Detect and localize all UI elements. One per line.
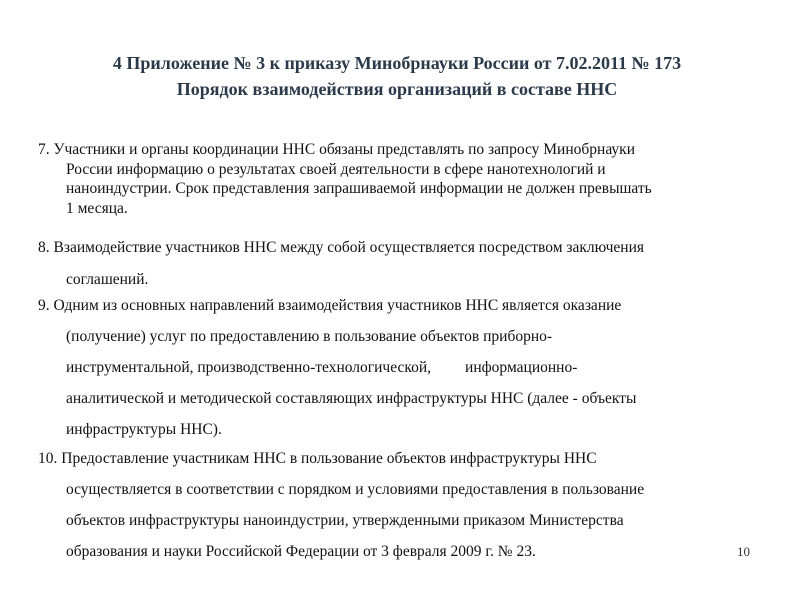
paragraph-10: [38, 443, 758, 567]
paragraph-line: соглашений.: [66, 271, 149, 288]
title-line-2: Порядок взаимодействия организаций в составе ННС: [176, 79, 618, 99]
paragraph-9: [38, 290, 758, 445]
paragraph-line: объектов инфраструктуры наноиндустрии, утвержденными приказом Министерства: [66, 512, 624, 529]
title-line-1: 4 Приложение № 3 к приказу Минобрнауки России от 7.02.2011 № 173: [112, 53, 682, 73]
paragraph-line: 9. Одним из основных направлений взаимодействия участников ННС является оказание: [38, 297, 622, 314]
line-segment: информационно-: [465, 359, 578, 376]
paragraph-line: образования и науки Российской Федерации от 3 февраля 2009 г. № 23.: [66, 543, 536, 560]
paragraph-line: России информацию о результатах своей деятельности в сфере нанотехнологий и: [66, 160, 606, 178]
paragraph-line: 8. Взаимодействие участников ННС между собой осуществляется посредством заключения: [38, 239, 645, 256]
paragraph-7: [38, 140, 758, 218]
paragraph-line: [38, 352, 758, 383]
paragraph-line: (получение) услуг по предоставлению в пользование объектов приборно-: [66, 328, 553, 345]
page-number: 10: [737, 544, 750, 559]
paragraph-line: наноиндустрии. Срок представления запрашиваемой информации не должен превышать: [66, 180, 652, 197]
paragraph-line: 7. Участники и органы координации ННС обязаны представлять по запросу Минобрнауки: [38, 141, 635, 158]
paragraph-8: [38, 232, 758, 296]
paragraph-line: аналитической и методической составляющих инфраструктуры ННС (далее - объекты: [66, 390, 637, 407]
paragraph-line: осуществляется в соответствии с порядком и условиями предоставления в пользование: [66, 481, 645, 498]
page-title: [30, 50, 764, 102]
paragraph-line: 10. Предоставление участникам ННС в пользование объектов инфраструктуры ННС: [38, 450, 597, 467]
paragraph-line: инфраструктуры ННС).: [66, 421, 222, 438]
paragraph-line: 1 месяца.: [66, 199, 128, 217]
line-segment: инструментальной, производственно-технологической,: [66, 359, 432, 376]
